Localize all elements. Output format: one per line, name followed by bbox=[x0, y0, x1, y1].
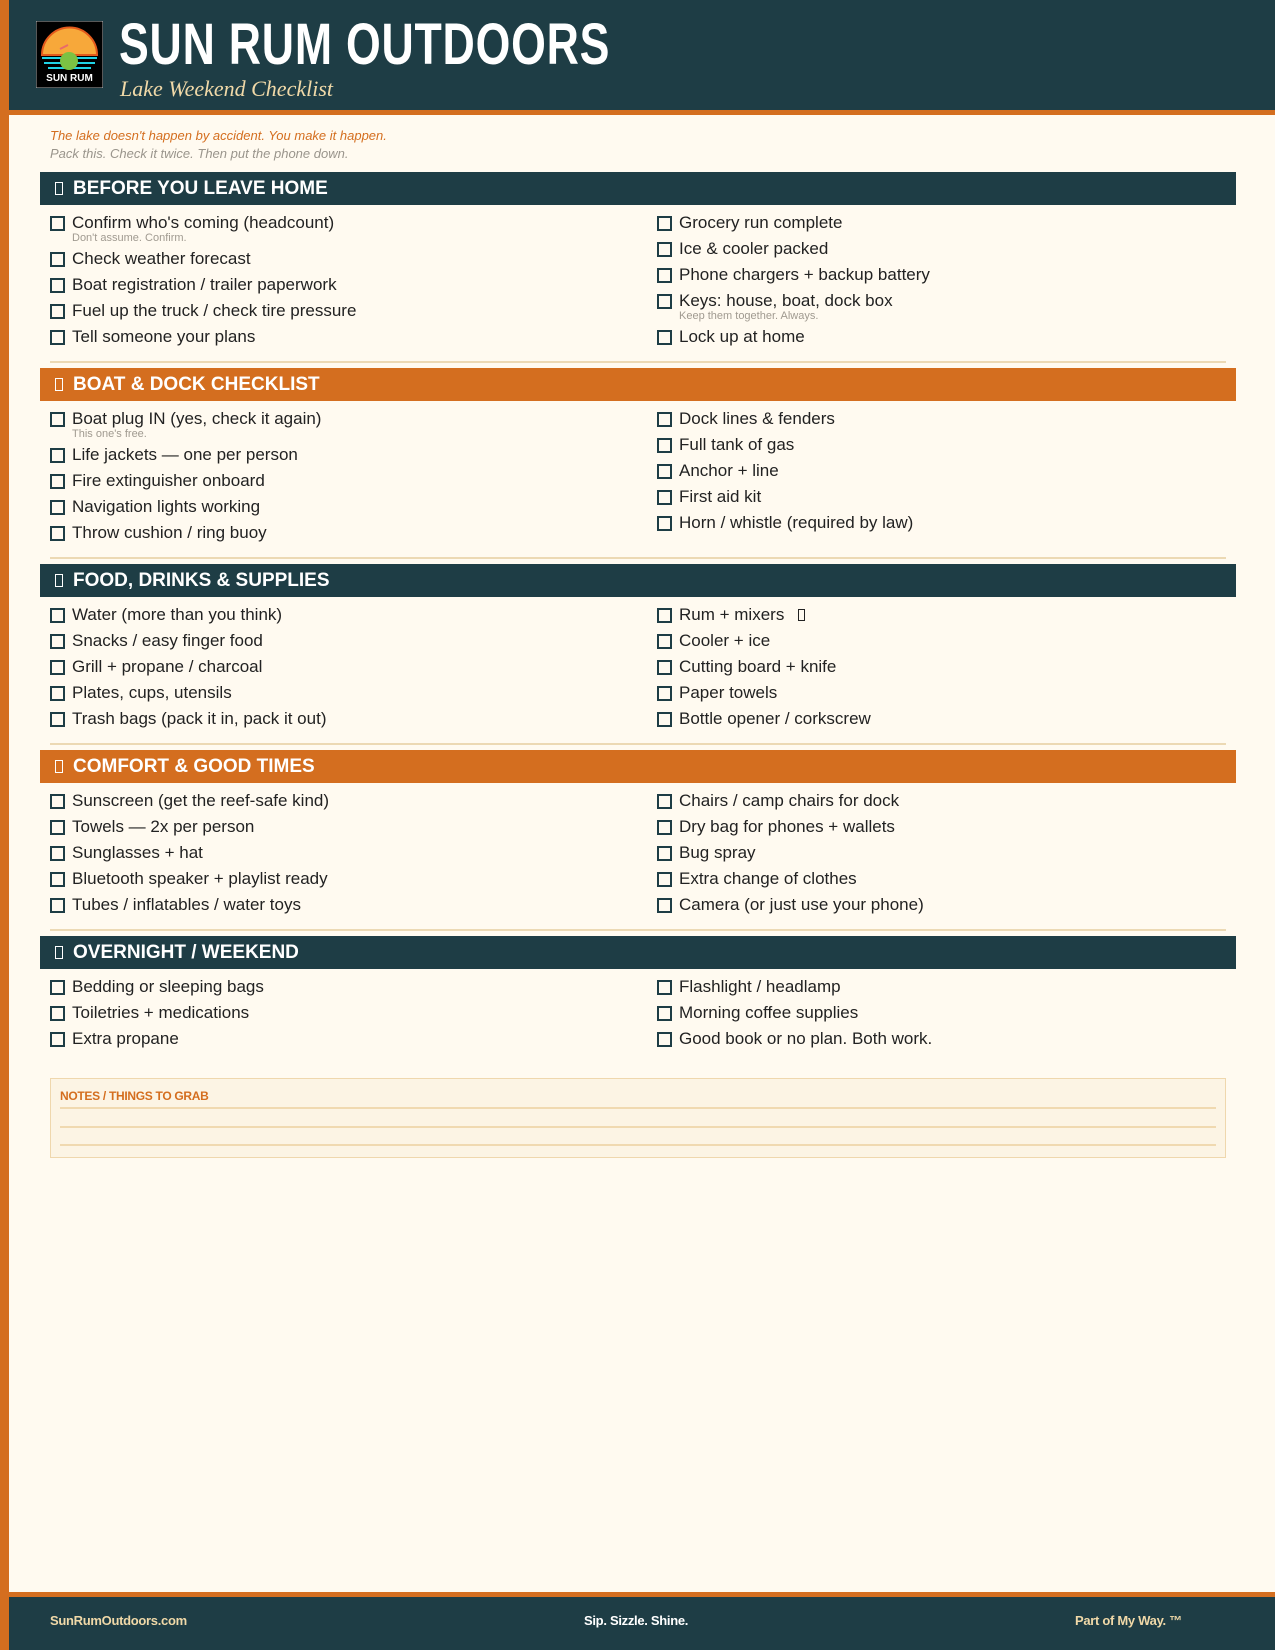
item-label bbox=[72, 814, 254, 840]
checkbox[interactable] bbox=[657, 242, 672, 257]
checkbox[interactable] bbox=[50, 304, 65, 319]
item-text bbox=[72, 210, 334, 246]
item-text bbox=[72, 442, 298, 468]
item-label bbox=[72, 866, 328, 892]
checkbox[interactable] bbox=[657, 712, 672, 727]
item-label bbox=[72, 974, 264, 1000]
item-label-text: Boat plug IN (yes, check it again) bbox=[72, 409, 322, 428]
section-emoji-icon bbox=[55, 760, 63, 773]
item-label-text: Cooler + ice bbox=[679, 631, 771, 650]
footer-website: SunRumOutdoors.com bbox=[50, 1613, 187, 1628]
item-label-text: Cutting board + knife bbox=[679, 657, 837, 676]
item-text bbox=[72, 680, 232, 706]
item-label bbox=[679, 236, 828, 262]
item-text bbox=[72, 298, 356, 324]
item-text bbox=[679, 654, 836, 680]
item-label-text: Morning coffee supplies bbox=[679, 1003, 859, 1022]
checkbox[interactable] bbox=[50, 216, 65, 231]
item-label-text: Bug spray bbox=[679, 843, 756, 862]
checkbox[interactable] bbox=[50, 412, 65, 427]
checklist-item[interactable] bbox=[657, 706, 1236, 732]
checkbox[interactable] bbox=[657, 1006, 672, 1021]
checklist-item[interactable] bbox=[657, 974, 1236, 1000]
checkbox[interactable] bbox=[657, 464, 672, 479]
checklist-item[interactable] bbox=[657, 654, 1236, 680]
section-items bbox=[40, 969, 1236, 1063]
checklist-item[interactable] bbox=[657, 288, 1236, 324]
checkbox[interactable] bbox=[657, 820, 672, 835]
item-text bbox=[72, 520, 267, 546]
item-label bbox=[679, 840, 756, 866]
checkbox[interactable] bbox=[50, 712, 65, 727]
item-label bbox=[72, 442, 298, 468]
section-header bbox=[40, 750, 1236, 783]
checkbox[interactable] bbox=[657, 980, 672, 995]
checkbox[interactable] bbox=[657, 846, 672, 861]
brand-title: SUN RUM OUTDOORS bbox=[119, 12, 611, 77]
item-label bbox=[679, 706, 871, 732]
checklist-item[interactable] bbox=[50, 468, 657, 494]
item-text bbox=[72, 840, 203, 866]
item-label bbox=[72, 324, 255, 350]
item-label-text: Check weather forecast bbox=[72, 249, 251, 268]
checklist-column-left bbox=[50, 406, 657, 546]
tagline: The lake doesn't happen by accident. You make it happen. bbox=[50, 128, 387, 143]
checklist-item[interactable] bbox=[657, 262, 1236, 288]
checklist-item[interactable] bbox=[657, 510, 1236, 536]
item-label-text: Tell someone your plans bbox=[72, 327, 256, 346]
checkbox[interactable] bbox=[657, 1032, 672, 1047]
checklist-item[interactable] bbox=[50, 494, 657, 520]
checkbox[interactable] bbox=[657, 794, 672, 809]
checkbox[interactable] bbox=[50, 526, 65, 541]
item-text bbox=[72, 406, 321, 442]
section-emoji-icon bbox=[55, 378, 63, 391]
item-label bbox=[679, 892, 924, 918]
checklist-item[interactable] bbox=[50, 272, 657, 298]
item-text bbox=[72, 1026, 179, 1052]
checklist-item[interactable] bbox=[50, 706, 657, 732]
section-title: BEFORE YOU LEAVE HOME bbox=[73, 177, 328, 199]
section-emoji-icon bbox=[55, 574, 63, 587]
checklist-item[interactable] bbox=[50, 628, 657, 654]
item-text bbox=[679, 1000, 858, 1026]
item-label bbox=[679, 210, 842, 236]
checkbox[interactable] bbox=[657, 660, 672, 675]
checklist-item[interactable] bbox=[657, 432, 1236, 458]
checkbox[interactable] bbox=[657, 294, 672, 309]
notes-title: NOTES / THINGS TO GRAB bbox=[60, 1089, 209, 1103]
checklist-item[interactable] bbox=[50, 654, 657, 680]
item-text bbox=[679, 458, 779, 484]
item-text bbox=[679, 866, 857, 892]
item-label-text: Lock up at home bbox=[679, 327, 805, 346]
item-label bbox=[72, 298, 356, 324]
checkbox[interactable] bbox=[50, 330, 65, 345]
item-text bbox=[679, 210, 842, 236]
item-label bbox=[72, 468, 265, 494]
item-text bbox=[679, 814, 895, 840]
item-text bbox=[679, 788, 899, 814]
item-label-text: Dock lines & fenders bbox=[679, 409, 835, 428]
checklist-item[interactable] bbox=[657, 680, 1236, 706]
item-label-text: Extra change of clothes bbox=[679, 869, 857, 888]
item-label bbox=[72, 680, 232, 706]
checklist-item[interactable] bbox=[657, 324, 1236, 350]
checkbox[interactable] bbox=[50, 820, 65, 835]
checkbox[interactable] bbox=[50, 980, 65, 995]
item-label-text: Bedding or sleeping bags bbox=[72, 977, 264, 996]
item-text bbox=[679, 484, 761, 510]
item-label-text: Camera (or just use your phone) bbox=[679, 895, 924, 914]
item-label-text: Trash bags (pack it in, pack it out) bbox=[72, 709, 327, 728]
checklist-item[interactable] bbox=[657, 602, 1236, 628]
checklist-item[interactable] bbox=[50, 442, 657, 468]
item-label-text: Flashlight / headlamp bbox=[679, 977, 841, 996]
item-label-text: Fire extinguisher onboard bbox=[72, 471, 265, 490]
item-label-text: Grill + propane / charcoal bbox=[72, 657, 263, 676]
item-text bbox=[679, 432, 794, 458]
notes-line[interactable] bbox=[60, 1144, 1216, 1146]
checkbox[interactable] bbox=[50, 794, 65, 809]
checklist-item[interactable] bbox=[50, 324, 657, 350]
item-text bbox=[72, 494, 260, 520]
item-text bbox=[72, 706, 326, 732]
item-label bbox=[72, 494, 260, 520]
section-title: FOOD, DRINKS & SUPPLIES bbox=[73, 569, 330, 591]
checkbox[interactable] bbox=[50, 846, 65, 861]
notes-box bbox=[50, 1078, 1226, 1158]
footer bbox=[9, 1592, 1275, 1650]
checklist-item[interactable] bbox=[50, 788, 657, 814]
checklist-item[interactable] bbox=[50, 406, 657, 442]
item-label bbox=[679, 1026, 932, 1052]
checkbox[interactable] bbox=[50, 898, 65, 913]
notes-line[interactable] bbox=[60, 1107, 1216, 1109]
item-label-text: Plates, cups, utensils bbox=[72, 683, 232, 702]
item-label bbox=[679, 814, 895, 840]
item-label bbox=[72, 706, 326, 732]
item-label-text: Confirm who's coming (headcount) bbox=[72, 213, 335, 232]
section-header bbox=[40, 368, 1236, 401]
section-divider bbox=[50, 361, 1226, 363]
item-label bbox=[679, 628, 770, 654]
item-label bbox=[679, 788, 899, 814]
checklist-item[interactable] bbox=[657, 406, 1236, 432]
checklist-item[interactable] bbox=[50, 298, 657, 324]
footer-tagline: Part of My Way. ™ bbox=[1075, 1613, 1182, 1628]
item-label bbox=[72, 520, 267, 546]
item-label-text: Throw cushion / ring buoy bbox=[72, 523, 267, 542]
checkbox[interactable] bbox=[657, 516, 672, 531]
item-label bbox=[679, 1000, 858, 1026]
checkbox[interactable] bbox=[50, 660, 65, 675]
notes-line[interactable] bbox=[60, 1126, 1216, 1128]
emoji-icon bbox=[798, 609, 805, 621]
item-text bbox=[679, 892, 924, 918]
item-label-text: Bottle opener / corkscrew bbox=[679, 709, 871, 728]
checkbox[interactable] bbox=[657, 608, 672, 623]
item-label bbox=[679, 484, 761, 510]
item-text bbox=[679, 706, 871, 732]
item-text bbox=[72, 1000, 249, 1026]
item-label bbox=[72, 840, 203, 866]
item-text bbox=[72, 654, 262, 680]
section-header bbox=[40, 564, 1236, 597]
checklist-column-right bbox=[657, 974, 1236, 1052]
section-title: COMFORT & GOOD TIMES bbox=[73, 755, 315, 777]
section-divider bbox=[50, 557, 1226, 559]
section-title: OVERNIGHT / WEEKEND bbox=[73, 941, 299, 963]
checklist-item[interactable] bbox=[657, 892, 1236, 918]
item-label bbox=[72, 1026, 179, 1052]
item-label bbox=[72, 1000, 249, 1026]
item-text bbox=[679, 840, 756, 866]
section-emoji-icon bbox=[55, 182, 63, 195]
item-label bbox=[679, 324, 805, 350]
sun-rum-logo bbox=[36, 21, 103, 88]
section-header bbox=[40, 936, 1236, 969]
item-label bbox=[679, 406, 835, 432]
item-label-text: Full tank of gas bbox=[679, 435, 795, 454]
checkbox[interactable] bbox=[657, 634, 672, 649]
section-divider bbox=[50, 743, 1226, 745]
item-text bbox=[72, 814, 254, 840]
checkbox[interactable] bbox=[657, 686, 672, 701]
item-label bbox=[72, 602, 282, 628]
checklist-item[interactable] bbox=[50, 814, 657, 840]
checklist-item[interactable] bbox=[657, 866, 1236, 892]
item-label bbox=[679, 866, 857, 892]
checklist-item[interactable] bbox=[657, 484, 1236, 510]
checkbox[interactable] bbox=[657, 268, 672, 283]
checkbox[interactable] bbox=[50, 500, 65, 515]
checklist-item[interactable] bbox=[50, 892, 657, 918]
item-note: This one's free. bbox=[72, 428, 147, 440]
item-label-text: Phone chargers + backup battery bbox=[679, 265, 930, 284]
checklist-item[interactable] bbox=[50, 1000, 657, 1026]
item-text bbox=[72, 272, 337, 298]
section-items bbox=[40, 401, 1236, 557]
checklist-item[interactable] bbox=[657, 840, 1236, 866]
item-label-text: Towels — 2x per person bbox=[72, 817, 255, 836]
checkbox[interactable] bbox=[657, 898, 672, 913]
item-label-text: Tubes / inflatables / water toys bbox=[72, 895, 301, 914]
item-label bbox=[72, 788, 329, 814]
footer-slogan: Sip. Sizzle. Shine. bbox=[584, 1613, 689, 1628]
section-emoji-icon bbox=[55, 946, 63, 959]
item-label-text: Fuel up the truck / check tire pressure bbox=[72, 301, 357, 320]
item-label-text: Extra propane bbox=[72, 1029, 179, 1048]
left-accent-bar bbox=[0, 0, 9, 1650]
item-text bbox=[679, 602, 805, 628]
checkbox[interactable] bbox=[50, 252, 65, 267]
checkbox[interactable] bbox=[50, 686, 65, 701]
checkbox[interactable] bbox=[657, 216, 672, 231]
item-label bbox=[679, 680, 777, 706]
item-text bbox=[72, 246, 251, 272]
item-text bbox=[679, 510, 913, 536]
logo-text: SUN RUM bbox=[46, 73, 93, 84]
checkbox[interactable] bbox=[50, 278, 65, 293]
item-label-text: Sunglasses + hat bbox=[72, 843, 203, 862]
item-label bbox=[72, 628, 263, 654]
item-label-text: Horn / whistle (required by law) bbox=[679, 513, 914, 532]
item-label-text: Life jackets — one per person bbox=[72, 445, 298, 464]
item-text bbox=[679, 1026, 932, 1052]
section-header bbox=[40, 172, 1236, 205]
item-label-text: Navigation lights working bbox=[72, 497, 261, 516]
checkbox[interactable] bbox=[50, 1032, 65, 1047]
checklist-item[interactable] bbox=[657, 814, 1236, 840]
checklist-column-right bbox=[657, 406, 1236, 546]
checklist-item[interactable] bbox=[657, 1026, 1236, 1052]
checklist-item[interactable] bbox=[50, 1026, 657, 1052]
item-label bbox=[72, 892, 301, 918]
item-label-text: Dry bag for phones + wallets bbox=[679, 817, 895, 836]
checklist-column-left bbox=[50, 602, 657, 732]
item-text bbox=[679, 236, 828, 262]
checklist-column-right bbox=[657, 602, 1236, 732]
section-title: BOAT & DOCK CHECKLIST bbox=[73, 373, 320, 395]
item-label bbox=[679, 974, 841, 1000]
item-label bbox=[679, 262, 930, 288]
item-label-text: Bluetooth speaker + playlist ready bbox=[72, 869, 328, 888]
checklist-item[interactable] bbox=[657, 1000, 1236, 1026]
checklist-sections bbox=[40, 172, 1236, 1063]
checklist-item[interactable] bbox=[657, 210, 1236, 236]
tagline-secondary: Pack this. Check it twice. Then put the phone down. bbox=[50, 146, 349, 161]
checkbox[interactable] bbox=[50, 474, 65, 489]
checklist-item[interactable] bbox=[657, 788, 1236, 814]
checkbox[interactable] bbox=[657, 330, 672, 345]
item-label-text: Water (more than you think) bbox=[72, 605, 283, 624]
checklist-item[interactable] bbox=[50, 602, 657, 628]
item-text bbox=[679, 324, 805, 350]
item-label bbox=[72, 246, 251, 272]
checkbox[interactable] bbox=[50, 634, 65, 649]
header bbox=[9, 0, 1275, 115]
checkbox[interactable] bbox=[657, 438, 672, 453]
checklist-column-right bbox=[657, 210, 1236, 350]
item-label bbox=[679, 458, 779, 484]
checklist-subtitle: Lake Weekend Checklist bbox=[120, 76, 333, 101]
checklist-item[interactable] bbox=[50, 210, 657, 246]
item-label bbox=[72, 654, 262, 680]
checkbox[interactable] bbox=[50, 608, 65, 623]
item-label-text: Keys: house, boat, dock box bbox=[679, 291, 893, 310]
checklist-item[interactable] bbox=[657, 236, 1236, 262]
item-text bbox=[679, 974, 841, 1000]
checklist-column-right bbox=[657, 788, 1236, 918]
checklist-item[interactable] bbox=[657, 458, 1236, 484]
checklist-column-left bbox=[50, 788, 657, 918]
checkbox[interactable] bbox=[657, 490, 672, 505]
item-label bbox=[679, 432, 794, 458]
item-note: Keep them together. Always. bbox=[679, 310, 819, 322]
item-label-text: Boat registration / trailer paperwork bbox=[72, 275, 337, 294]
checkbox[interactable] bbox=[657, 872, 672, 887]
item-text bbox=[72, 628, 263, 654]
item-label-text: Toiletries + medications bbox=[72, 1003, 250, 1022]
item-label bbox=[679, 654, 836, 680]
checkbox[interactable] bbox=[657, 412, 672, 427]
item-text bbox=[72, 892, 301, 918]
item-label bbox=[679, 510, 913, 536]
item-text bbox=[679, 628, 770, 654]
checklist-column-left bbox=[50, 210, 657, 350]
item-label-text: Paper towels bbox=[679, 683, 778, 702]
item-text bbox=[679, 262, 930, 288]
item-text bbox=[72, 602, 282, 628]
item-text bbox=[679, 680, 777, 706]
item-text bbox=[72, 974, 264, 1000]
checklist-item[interactable] bbox=[657, 628, 1236, 654]
item-text bbox=[72, 468, 265, 494]
checkbox[interactable] bbox=[50, 1006, 65, 1021]
checklist-item[interactable] bbox=[50, 866, 657, 892]
checkbox[interactable] bbox=[50, 872, 65, 887]
item-note: Don't assume. Confirm. bbox=[72, 232, 187, 244]
item-label bbox=[72, 272, 337, 298]
checklist-item[interactable] bbox=[50, 840, 657, 866]
item-text bbox=[72, 324, 255, 350]
item-text bbox=[679, 406, 835, 432]
section-items bbox=[40, 597, 1236, 743]
item-label-text: Sunscreen (get the reef-safe kind) bbox=[72, 791, 330, 810]
section-items bbox=[40, 205, 1236, 361]
item-text bbox=[679, 288, 893, 324]
checkbox[interactable] bbox=[50, 448, 65, 463]
item-label-text: Ice & cooler packed bbox=[679, 239, 829, 258]
item-label-text: Anchor + line bbox=[679, 461, 779, 480]
item-label-text: First aid kit bbox=[679, 487, 762, 506]
item-label-text: Snacks / easy finger food bbox=[72, 631, 263, 650]
item-label-text: Good book or no plan. Both work. bbox=[679, 1029, 933, 1048]
item-label-text: Rum + mixers bbox=[679, 605, 785, 624]
item-label-text: Grocery run complete bbox=[679, 213, 843, 232]
item-label bbox=[679, 602, 805, 628]
section-items bbox=[40, 783, 1236, 929]
item-text bbox=[72, 866, 328, 892]
checklist-item[interactable] bbox=[50, 974, 657, 1000]
item-label-text: Chairs / camp chairs for dock bbox=[679, 791, 900, 810]
item-text bbox=[72, 788, 329, 814]
section-divider bbox=[50, 929, 1226, 931]
checklist-item[interactable] bbox=[50, 520, 657, 546]
checklist-item[interactable] bbox=[50, 680, 657, 706]
checklist-column-left bbox=[50, 974, 657, 1052]
checklist-item[interactable] bbox=[50, 246, 657, 272]
